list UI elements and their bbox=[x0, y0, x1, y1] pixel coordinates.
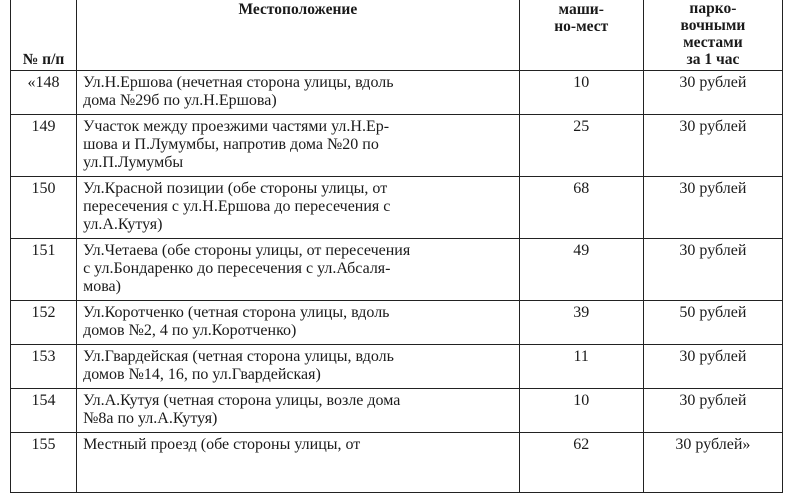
row-price: 30 рублей bbox=[643, 115, 782, 177]
location-line: домов №14, 16, по ул.Гвардейская) bbox=[83, 366, 321, 383]
table-row bbox=[11, 177, 783, 239]
row-location bbox=[77, 345, 520, 389]
row-number: 149 bbox=[11, 115, 77, 177]
row-location bbox=[77, 115, 520, 177]
row-price: 30 рублей bbox=[643, 177, 782, 239]
row-location bbox=[77, 177, 520, 239]
header-price-line-1: парко- bbox=[689, 0, 737, 17]
table-row bbox=[11, 115, 783, 177]
header-number bbox=[11, 0, 77, 71]
row-number: 150 bbox=[11, 177, 77, 239]
location-line: Ул.Н.Ершова (нечетная сторона улицы, вдоль bbox=[83, 74, 394, 91]
row-location bbox=[77, 301, 520, 345]
row-places: 10 bbox=[519, 71, 643, 115]
location-line: дома №29б по ул.Н.Ершова) bbox=[83, 92, 277, 109]
header-location bbox=[77, 0, 520, 71]
location-line: Участок между проезжими частями ул.Н.Ер- bbox=[83, 118, 390, 135]
row-price: 30 рублей bbox=[643, 239, 782, 301]
row-location bbox=[77, 71, 520, 115]
header-price bbox=[643, 0, 782, 71]
row-number: 152 bbox=[11, 301, 77, 345]
header-price-line-2: вочными bbox=[680, 17, 746, 34]
row-number: 155 bbox=[11, 433, 77, 493]
row-number: 154 bbox=[11, 389, 77, 433]
row-places: 49 bbox=[519, 239, 643, 301]
row-price: 30 рублей bbox=[643, 345, 782, 389]
row-price: 50 рублей bbox=[643, 301, 782, 345]
row-places: 10 bbox=[519, 389, 643, 433]
table-row bbox=[11, 345, 783, 389]
location-line: ул.А.Кутуя) bbox=[83, 216, 163, 233]
location-line: Местный проезд (обе стороны улицы, от bbox=[83, 436, 361, 453]
row-places: 68 bbox=[519, 177, 643, 239]
location-line: пересечения с ул.Н.Ершова до пересечения с bbox=[83, 198, 391, 215]
location-line: с ул.Бондаренко до пересечения с ул.Абсаля- bbox=[83, 260, 391, 277]
row-number: 151 bbox=[11, 239, 77, 301]
table-row bbox=[11, 239, 783, 301]
row-location bbox=[77, 389, 520, 433]
table-header-row bbox=[11, 0, 783, 71]
row-location bbox=[77, 433, 520, 493]
header-number-label: № п/п bbox=[22, 51, 65, 68]
table-row bbox=[11, 301, 783, 345]
header-places bbox=[519, 0, 643, 71]
location-line: домов №2, 4 по ул.Коротченко) bbox=[83, 322, 297, 339]
row-number: «148 bbox=[11, 71, 77, 115]
location-line: №8а по ул.А.Кутуя) bbox=[83, 410, 218, 427]
table-row bbox=[11, 389, 783, 433]
header-location-label: Местоположение bbox=[238, 1, 358, 18]
table-row bbox=[11, 71, 783, 115]
location-line: Ул.Гвардейская (четная сторона улицы, вдоль bbox=[83, 348, 394, 365]
row-location bbox=[77, 239, 520, 301]
row-places: 62 bbox=[519, 433, 643, 493]
header-places-line-2: но-мест bbox=[554, 18, 609, 35]
location-line: шова и П.Лумумбы, напротив дома №20 по bbox=[83, 136, 379, 153]
row-price: 30 рублей bbox=[643, 389, 782, 433]
row-price: 30 рублей bbox=[643, 71, 782, 115]
row-number: 153 bbox=[11, 345, 77, 389]
location-line: Ул.А.Кутуя (четная сторона улицы, возле дома bbox=[83, 392, 401, 409]
row-places: 25 bbox=[519, 115, 643, 177]
location-line: Ул.Коротченко (четная сторона улицы, вдоль bbox=[83, 304, 390, 321]
row-price: 30 рублей» bbox=[643, 433, 782, 493]
location-line: Ул.Четаева (обе стороны улицы, от пересечения bbox=[83, 242, 411, 259]
row-places: 11 bbox=[519, 345, 643, 389]
location-line: ул.П.Лумумбы bbox=[83, 154, 184, 171]
table-row bbox=[11, 433, 783, 493]
location-line: Ул.Красной позиции (обе стороны улицы, от bbox=[83, 180, 388, 197]
header-price-line-4: за 1 час bbox=[686, 51, 740, 68]
header-places-line-1: маши- bbox=[558, 1, 604, 18]
location-line: мова) bbox=[83, 278, 121, 295]
parking-places-table bbox=[10, 0, 783, 493]
row-places: 39 bbox=[519, 301, 643, 345]
header-price-line-3: местами bbox=[683, 34, 743, 51]
